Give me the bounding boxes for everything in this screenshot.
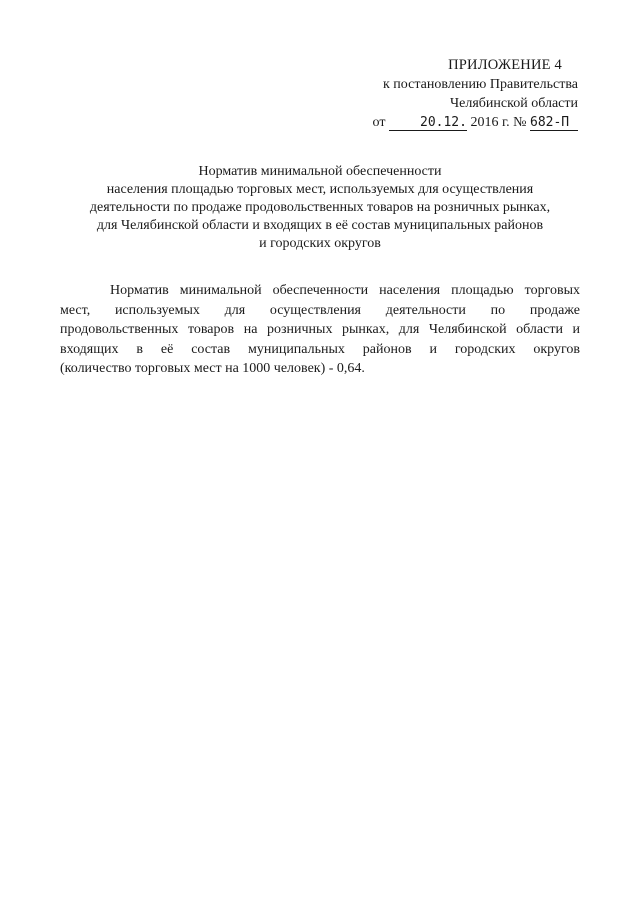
- appendix-date-line: [318, 113, 578, 132]
- date-prefix: от: [372, 115, 386, 130]
- title-line: для Челябинской области и входящих в её состав муниципальных районов: [96, 218, 544, 233]
- date-value: 20.12.: [389, 115, 467, 131]
- body-paragraph: [60, 281, 580, 379]
- appendix-header: [318, 56, 578, 132]
- body-line: Норматив минимальной обеспеченности населения площадью торговых: [110, 283, 580, 298]
- appendix-region-line: Челябинской области: [450, 96, 578, 111]
- body-line: продовольственных товаров на розничных рынках, для Челябинской области и: [60, 322, 580, 337]
- body-line: мест, используемых для осуществления деятельности по продаже: [60, 302, 580, 318]
- body-line: входящих в её состав муниципальных районов и городских округов: [60, 341, 580, 357]
- title-line: Норматив минимальной обеспеченности: [198, 164, 442, 179]
- resolution-number: 682-П: [530, 115, 578, 131]
- body-line: (количество торговых мест на 1000 человек) - 0,64.: [60, 361, 365, 376]
- title-line: и городских округов: [259, 236, 381, 251]
- title-line: населения площадью торговых мест, используемых для осуществления: [106, 182, 534, 197]
- appendix-resolution-line: к постановлению Правительства: [382, 77, 578, 92]
- document-title: [60, 163, 580, 253]
- year-text: 2016 г. №: [470, 115, 527, 130]
- appendix-title: ПРИЛОЖЕНИЕ 4: [448, 57, 562, 73]
- title-line: деятельности по продаже продовольственных товаров на розничных рынках,: [89, 200, 551, 215]
